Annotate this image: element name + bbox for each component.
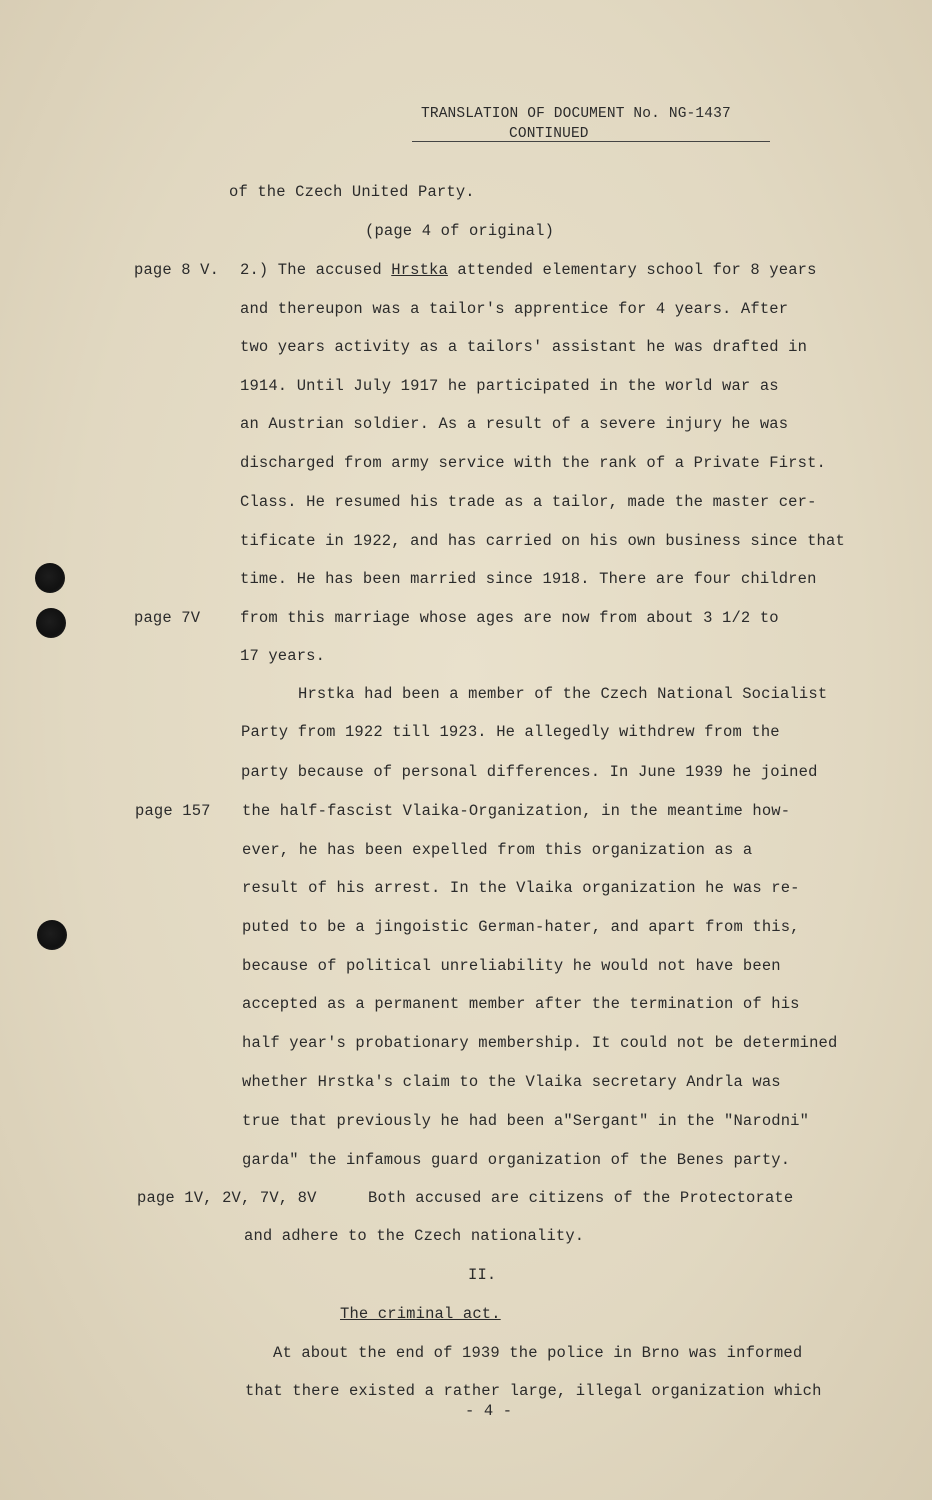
original-page-ref: (page 4 of original) xyxy=(365,222,555,240)
margin-note: page 157 xyxy=(135,802,211,820)
text-line: from this marriage whose ages are now from about 3 1/2 to xyxy=(240,609,779,627)
text-line: 2.) The accused Hrstka attended elementary school for 8 years xyxy=(240,261,817,279)
continued-label: CONTINUED xyxy=(509,126,589,142)
text-line: Party from 1922 till 1923. He allegedly withdrew from the xyxy=(241,723,780,741)
text-line: party because of personal differences. In June 1939 he joined xyxy=(241,763,818,781)
text-line: Both accused are citizens of the Protectorate xyxy=(368,1189,794,1207)
margin-note: page 7V xyxy=(134,609,201,627)
text-line: ever, he has been expelled from this organization as a xyxy=(242,841,753,859)
underlined-name: Hrstka xyxy=(391,261,448,279)
page-number: - 4 - xyxy=(465,1402,513,1420)
margin-note: page 1V, 2V, 7V, 8V xyxy=(137,1189,317,1207)
text-line: because of political unreliability he would not have been xyxy=(242,957,781,975)
text-line: an Austrian soldier. As a result of a severe injury he was xyxy=(240,415,789,433)
text-line: two years activity as a tailors' assistant he was drafted in xyxy=(240,338,808,356)
text-line: puted to be a jingoistic German-hater, and apart from this, xyxy=(242,918,800,936)
text-line: whether Hrstka's claim to the Vlaika secretary Andrla was xyxy=(242,1073,781,1091)
document-title: TRANSLATION OF DOCUMENT No. NG-1437 xyxy=(421,106,731,122)
text-line: true that previously he had been a"Sergant" in the "Narodni" xyxy=(242,1112,810,1130)
text-line: discharged from army service with the rank of a Private First. xyxy=(240,454,826,472)
text-line: accepted as a permanent member after the termination of his xyxy=(242,995,800,1013)
text-line: result of his arrest. In the Vlaika organization he was re- xyxy=(242,879,800,897)
text-line: Hrstka had been a member of the Czech National Socialist xyxy=(298,685,828,703)
section-number: II. xyxy=(468,1266,497,1284)
text-line: half year's probationary membership. It could not be determined xyxy=(242,1034,838,1052)
punch-hole xyxy=(37,920,67,950)
text-line: 17 years. xyxy=(240,647,326,665)
section-heading: The criminal act. xyxy=(340,1305,501,1323)
text-line: that there existed a rather large, illegal organization which xyxy=(245,1382,822,1400)
text-line: the half-fascist Vlaika-Organization, in the meantime how- xyxy=(242,802,791,820)
punch-hole xyxy=(36,608,66,638)
margin-note: page 8 V. xyxy=(134,261,220,279)
text-line: garda" the infamous guard organization of the Benes party. xyxy=(242,1151,791,1169)
punch-hole xyxy=(35,563,65,593)
text-line: and adhere to the Czech nationality. xyxy=(244,1227,585,1245)
text-line: Class. He resumed his trade as a tailor, made the master cer- xyxy=(240,493,817,511)
text-line: 1914. Until July 1917 he participated in the world war as xyxy=(240,377,779,395)
header-rule xyxy=(412,141,770,142)
text-line: and thereupon was a tailor's apprentice for 4 years. After xyxy=(240,300,789,318)
text-line: of the Czech United Party. xyxy=(229,183,475,201)
text-line: tificate in 1922, and has carried on his own business since that xyxy=(240,532,845,550)
text-line: time. He has been married since 1918. There are four children xyxy=(240,570,817,588)
text-line: At about the end of 1939 the police in Brno was informed xyxy=(273,1344,803,1362)
